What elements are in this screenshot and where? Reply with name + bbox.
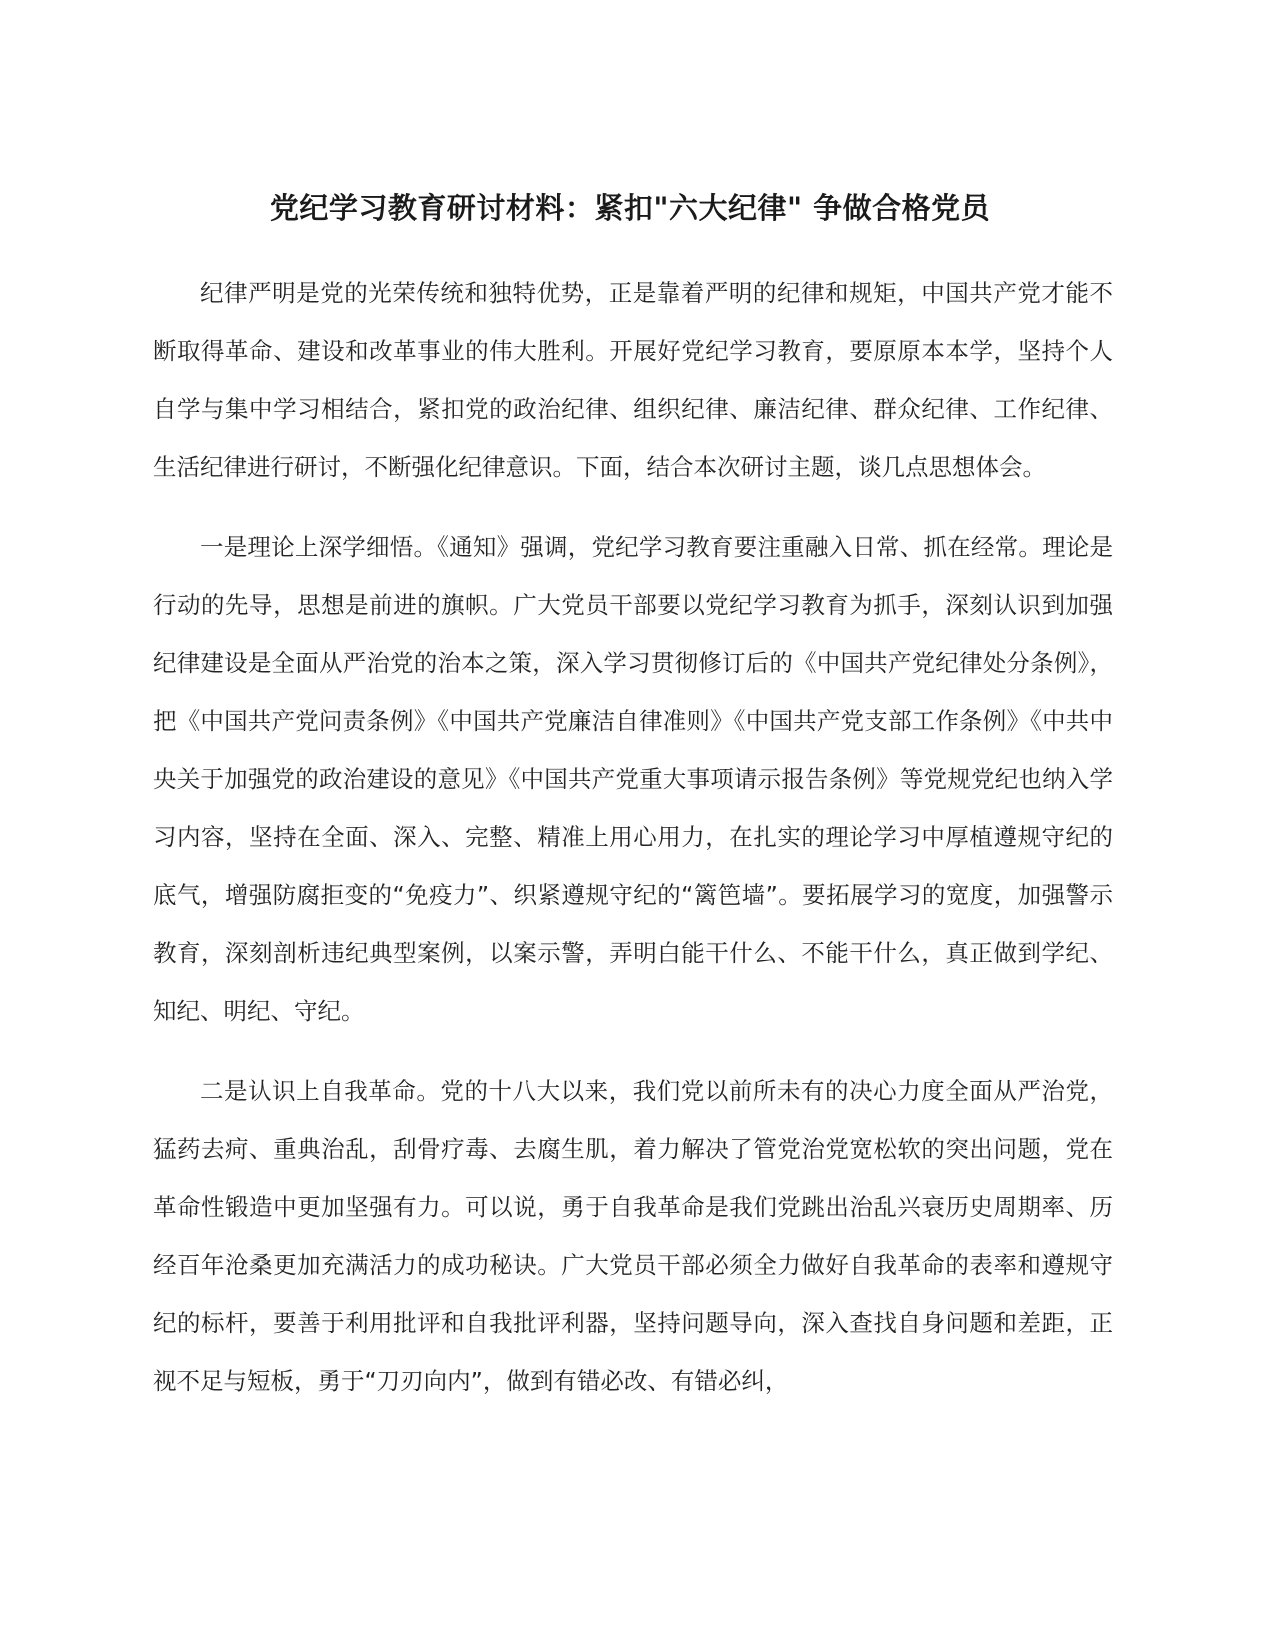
paragraph-theory-study: 一是理论上深学细悟。《通知》强调，党纪学习教育要注重融入日常、抓在经常。理论是行动的先导，思想是前进的旗帜。广大党员干部要以党纪学习教育为抓手，深刻认识到加强纪律建设是全面从严治党的治本之策，深入学习贯彻修订后的《中国共产党纪律处分条例》，把《中国共产党问责条例》《中国共产党廉洁自律准则》《中国共产党支部工作条例》《中共中央关于加强党的政治建设的意见》《中国共产党重大事项请示报告条例》等党规党纪也纳入学习内容，坚持在全面、深入、完整、精准上用心用力，在扎实的理论学习中厚植遵规守纪的底气，增强防腐拒变的“免疫力”、织紧遵规守纪的“篱笆墙”。要拓展学习的宽度，加强警示教育，深刻剖析违纪典型案例，以案示警，弄明白能干什么、不能干什么，真正做到学纪、知纪、明纪、守纪。	[153, 533, 1113, 1025]
document-body	[153, 264, 1113, 1432]
document-title: 党纪学习教育研讨材料：紧扣"六大纪律" 争做合格党员	[269, 191, 991, 225]
paragraph-self-revolution: 二是认识上自我革命。党的十八大以来，我们党以前所未有的决心力度全面从严治党，猛药去疴、重典治乱，刮骨疗毒、去腐生肌，着力解决了管党治党宽松软的突出问题，党在革命性锻造中更加坚强有力。可以说，勇于自我革命是我们党跳出治乱兴衰历史周期率、历经百年沧桑更加充满活力的成功秘诀。广大党员干部必须全力做好自我革命的表率和遵规守纪的标杆，要善于利用批评和自我批评利器，坚持问题导向，深入查找自身问题和差距，正视不足与短板，勇于“刀刃向内”，做到有错必改、有错必纠，	[153, 1077, 1113, 1395]
paragraph-intro: 纪律严明是党的光荣传统和独特优势，正是靠着严明的纪律和规矩，中国共产党才能不断取得革命、建设和改革事业的伟大胜利。开展好党纪学习教育，要原原本本学，坚持个人自学与集中学习相结合，紧扣党的政治纪律、组织纪律、廉洁纪律、群众纪律、工作纪律、生活纪律进行研讨，不断强化纪律意识。下面，结合本次研讨主题，谈几点思想体会。	[153, 279, 1113, 481]
